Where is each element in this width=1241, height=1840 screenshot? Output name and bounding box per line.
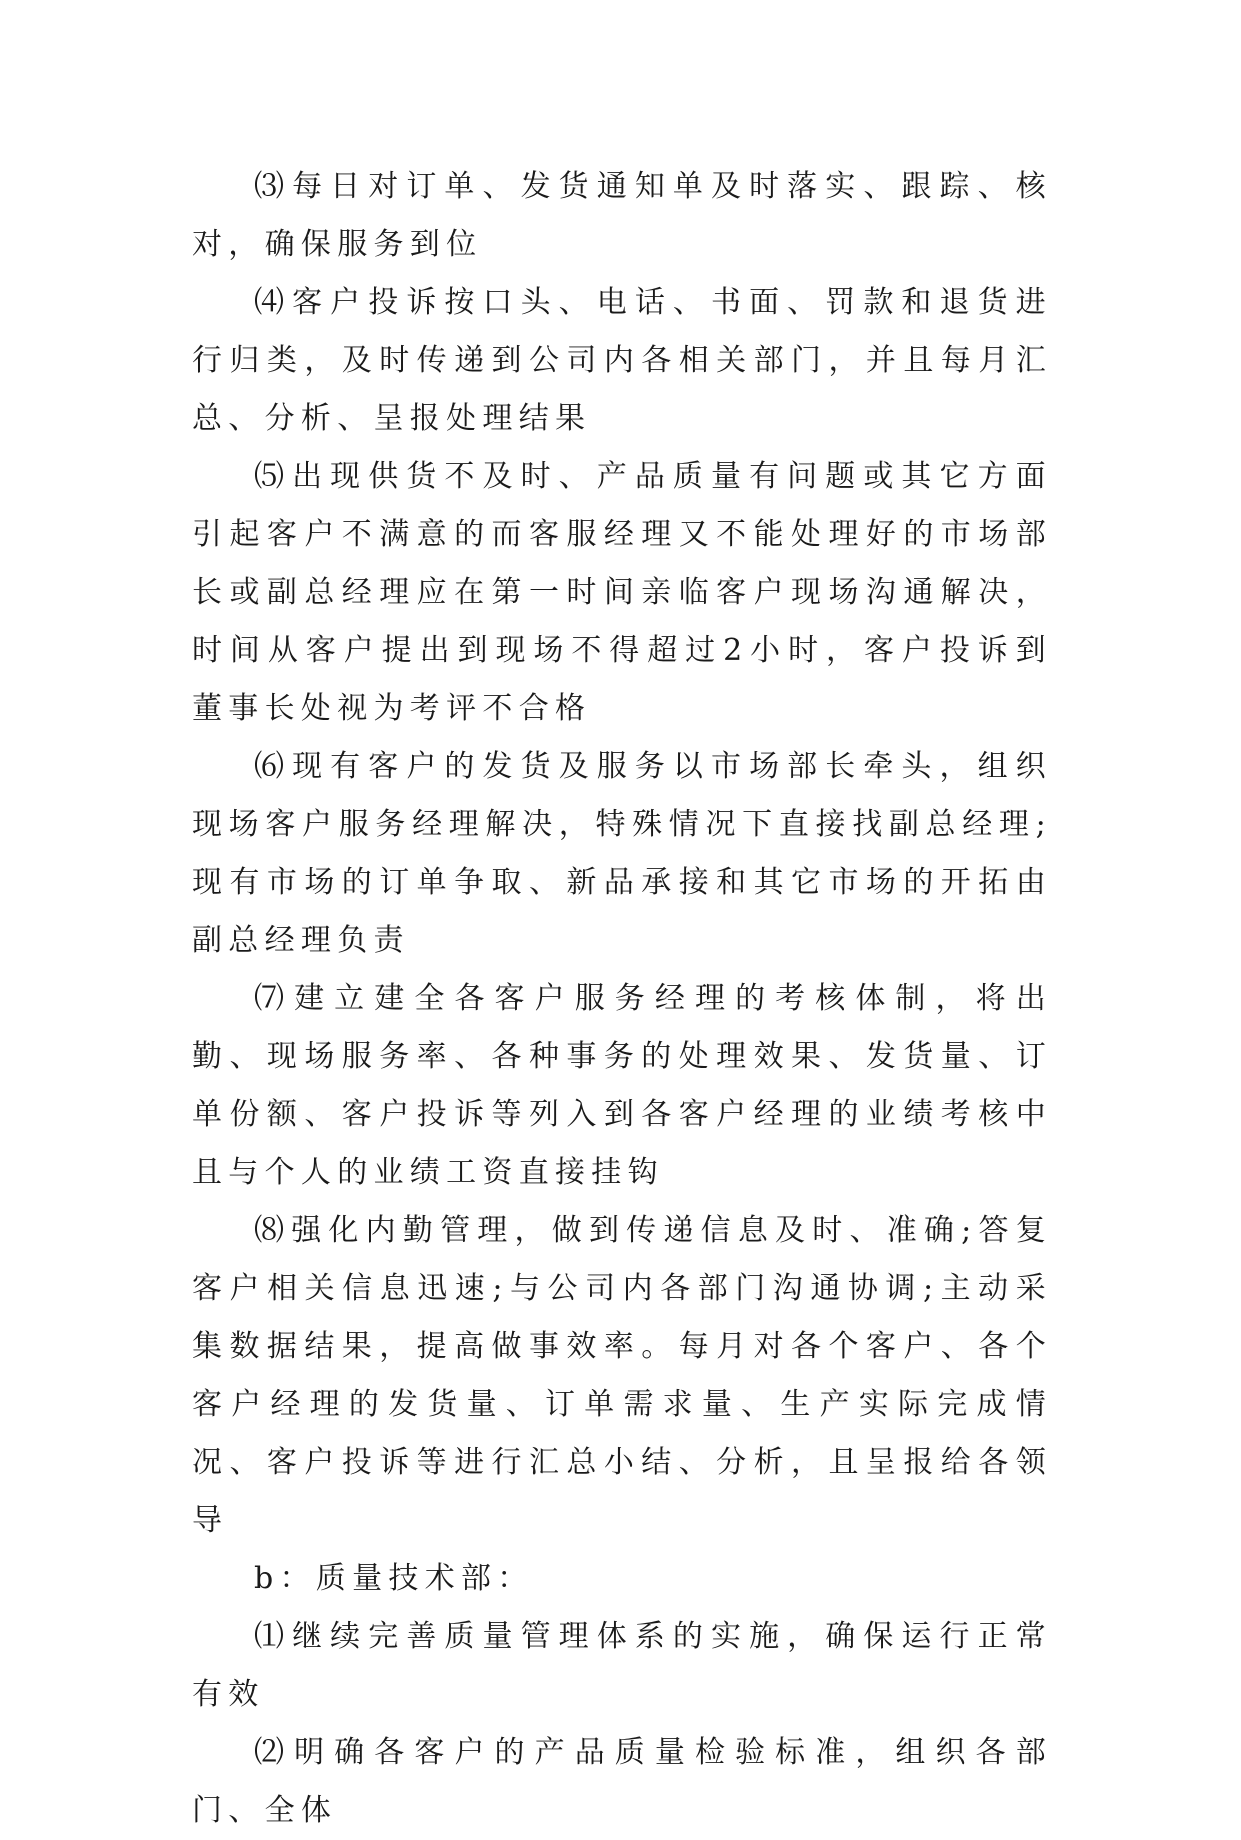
paragraph-item-1: ⑴继续完善质量管理体系的实施，确保运行正常有效	[192, 1619, 1052, 1712]
paragraph-item-2: ⑵明确各客户的产品质量检验标准，组织各部门、全体	[192, 1735, 1052, 1828]
document-body	[192, 158, 1052, 1840]
paragraph-item-6: ⑹现有客户的发货及服务以市场部长牵头，组织现场客户服务经理解决，特殊情况下直接找副总经理;现有市场的订单争取、新品承接和其它市场的开拓由副总经理负责	[192, 749, 1052, 958]
paragraph-item-5: ⑸出现供货不及时、产品质量有问题或其它方面引起客户不满意的而客服经理又不能处理好的市场部长或副总经理应在第一时间亲临客户现场沟通解决，时间从客户提出到现场不得超过2小时，客户投诉到董事长处视为考评不合格	[192, 459, 1052, 726]
paragraph-item-7: ⑺建立建全各客户服务经理的考核体制，将出勤、现场服务率、各种事务的处理效果、发货量、订单份额、客户投诉等列入到各客户经理的业绩考核中且与个人的业绩工资直接挂钩	[192, 981, 1052, 1190]
section-heading-quality-dept: b：质量技术部：	[254, 1561, 534, 1596]
paragraph-item-8: ⑻强化内勤管理，做到传递信息及时、准确;答复客户相关信息迅速;与公司内各部门沟通协调;主动采集数据结果，提高做事效率。每月对各个客户、各个客户经理的发货量、订单需求量、生产实际完成情况、客户投诉等进行汇总小结、分析，且呈报给各领导	[192, 1213, 1052, 1538]
paragraph-item-3: ⑶每日对订单、发货通知单及时落实、跟踪、核对，确保服务到位	[192, 169, 1052, 262]
paragraph-item-4: ⑷客户投诉按口头、电话、书面、罚款和退货进行归类，及时传递到公司内各相关部门，并且每月汇总、分析、呈报处理结果	[192, 285, 1052, 436]
